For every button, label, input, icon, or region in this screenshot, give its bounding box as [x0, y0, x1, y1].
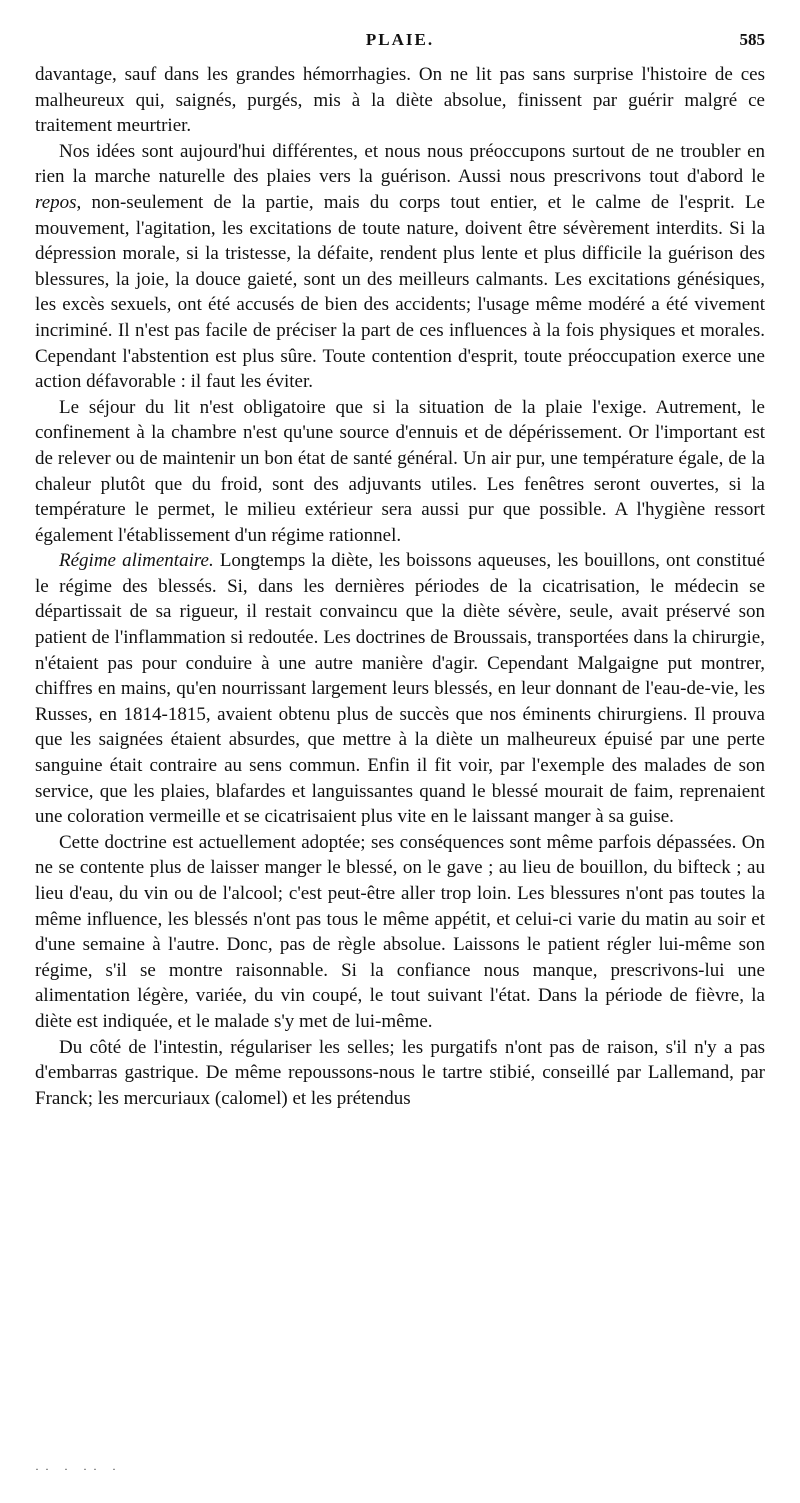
page-number: 585 — [739, 30, 765, 49]
paragraph-text: davantage, sauf dans les grandes hémorrhagies. On ne lit pas sans surprise l'histoire de ces malheureux qui, saignés, purgés, mis à la diète absolue, finissent par guérir malgré ce traitement meurtrier. — [35, 64, 765, 137]
body-text — [35, 62, 765, 1111]
paragraph-text: , non-seulement de la partie, mais du corps tout entier, et le calme de l'esprit. Le mouvement, l'agitation, les excitations de toute nature, doivent être sévèrement interdits. Si la dépression morale, si la tristesse, la défaite, rendent plus lente et plus difficile la guérison des blessures, la joie, la douce gaieté, sont un des meilleurs calmants. Les excitations génésiques, les excès sexuels, ont été accusés de bien des accidents; l'usage même modéré a été vivement incriminé. Il n'est pas facile de préciser la part de ces influences à la fois physiques et morales. Cependant l'abstention est plus sûre. Toute contention d'esprit, toute préoccupation exerce une action défavorable : il faut les éviter. — [35, 191, 765, 393]
scan-artifact-marks: ·· · ·· · — [35, 1462, 122, 1476]
paragraph-text: Longtemps la diète, les boissons aqueuses, les bouillons, ont constitué le régime des blessés. Si, dans les dernières périodes de la cicatrisation, le médecin se départissait de sa rigueur, il restait convaincu que la diète sévère, seule, avait préservé son patient de l'inflammation si redoutée. Les doctrines de Broussais, transportées dans la chirurgie, n'étaient pas pour conduire à une autre manière d'agir. Cependant Malgaigne put montrer, chiffres en mains, qu'en nourrissant largement leurs blessés, en leur donnant de l'eau-de-vie, les Russes, en 1814-1815, avaient obtenu plus de succès que nos éminents chirurgiens. Il prouva que les saignées étaient absurdes, que mettre à la diète un malheureux épuisé par une perte sanguine était contraire au sens commun. Enfin il fit voir, par l'exemple des malades de son service, que les plaies, blafardes et languissantes quand le blessé mourait de faim, reprenaient une coloration vermeille et se cicatrisaient plus vite en le laissant manger à sa guise. — [35, 550, 765, 828]
paragraph-sejour — [35, 395, 765, 549]
section-heading: Régime alimentaire. — [59, 550, 214, 572]
paragraph-text: Du côté de l'intestin, régulariser les selles; les purgatifs n'ont pas de raison, s'il n'y a pas d'embarras gastrique. De même repoussons-nous le tartre stibié, conseillé par Lallemand, par Franck; les mercuriaux (calomel) et les prétendus — [35, 1036, 765, 1109]
paragraph-continuation — [35, 62, 765, 139]
paragraph-text: Cette doctrine est actuellement adoptée; ses conséquences sont même parfois dépassées. On ne se contente plus de laisser manger le blessé, on le gave ; au lieu de bouillon, du bifteck ; au lieu d'eau, du vin ou de l'alcool; c'est peut-être aller trop loin. Les blessures n'ont pas toutes la même influence, les blessés n'ont pas tous le même appétit, et celui-ci varie du matin au soir et d'une semaine à l'autre. Donc, pas de règle absolue. Laissons le patient régler lui-même son régime, s'il se montre raisonnable. Si la confiance nous manque, prescrivons-lui une alimentation légère, variée, du vin coupé, le tout suivant l'état. Dans la période de fièvre, la diète est indiquée, et le malade s'y met de lui-même. — [35, 831, 765, 1032]
paragraph-repos — [35, 139, 765, 395]
paragraph-text: Nos idées sont aujourd'hui différentes, et nous nous préoccupons surtout de ne troubler en rien la marche naturelle des plaies vers la guérison. Aussi nous prescrivons tout d'abord le — [35, 140, 765, 188]
paragraph-intestin — [35, 1035, 765, 1112]
paragraph-doctrine — [35, 830, 765, 1035]
page-header — [35, 30, 765, 58]
emphasis-term: repos — [35, 191, 77, 213]
paragraph-regime — [35, 548, 765, 830]
running-title: PLAIE. — [365, 30, 435, 49]
paragraph-text: Le séjour du lit n'est obligatoire que si la situation de la plaie l'exige. Autrement, le confinement à la chambre n'est qu'une source d'ennuis et de dépérissement. Or l'important est de relever ou de maintenir un bon état de santé général. Un air pur, une température égale, de la chaleur plutôt que du froid, sont des adjuvants utiles. Les fenêtres seront ouvertes, si la température le permet, le milieu extérieur sera aussi pur que possible. A l'hygiène ressort également l'établissement d'un régime rationnel. — [35, 396, 765, 546]
